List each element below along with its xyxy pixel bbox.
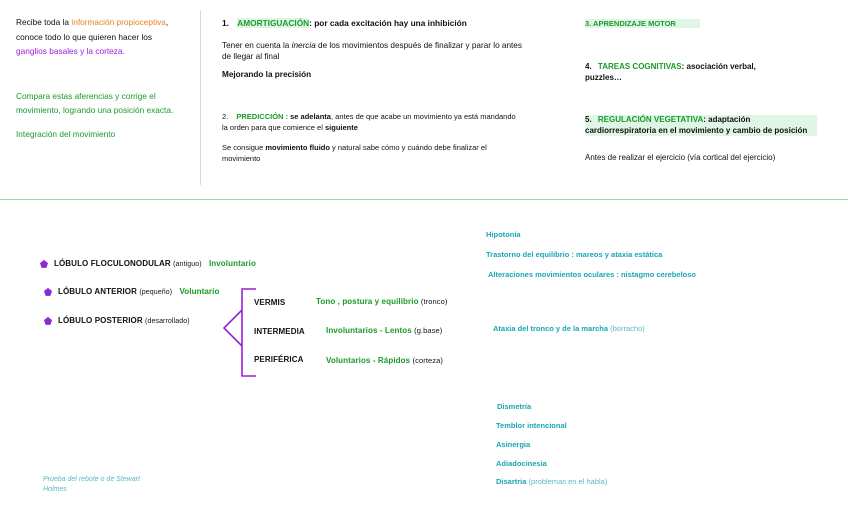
symptom-asinergia: Asinergia [496, 440, 531, 449]
item-tareas: 4. TAREAS COGNITIVAS: asociación verbal, puzzles… [585, 62, 756, 82]
symptom-adiadocinesia: Adiadocinesia [496, 459, 547, 468]
symptom-ataxia: Ataxia del tronco y de la marcha (borracho) [493, 324, 645, 333]
text-cortical: Antes de realizar el ejercicio (vía cortical del ejercicio) [585, 153, 776, 162]
symptom-temblor: Temblor intencional [496, 421, 567, 430]
branch-vermis: VERMIS [254, 298, 286, 307]
paragraph-afferents: Recibe toda la información propioceptiva, conoce todo lo que quieren hacer los ganglios basales y la corteza. [16, 17, 169, 56]
symptom-hipotonia: Hipotonía [486, 230, 521, 239]
symptom-equilibrio: Trastorno del equilibrio : mareos y ataxia estática [486, 250, 663, 259]
branch-vermis-desc: Tono , postura y equilibrio (tronco) [316, 297, 448, 306]
divider-vertical [200, 10, 201, 185]
item-aprendizaje: 3. APRENDIZAJE MOTOR [585, 19, 700, 28]
text-inertia: Tener en cuenta la inercia de los movimientos después de finalizar y parar lo antes de llegar al final [222, 41, 522, 61]
symptom-disartria: Disartria (problemas en el habla) [496, 477, 608, 486]
bullet-icon [44, 317, 52, 325]
item-amortiguacion: 1. AMORTIGUACIÓN: por cada excitación hay una inhibición [222, 18, 467, 28]
branch-intermedia: INTERMEDIA [254, 327, 305, 336]
footer-note: Prueba del rebote o de Stewart Holmes [43, 476, 140, 493]
paragraph-integration: Integración del movimiento [16, 128, 116, 139]
bullet-icon [40, 260, 48, 268]
lobe-anterior: LÓBULO ANTERIOR (pequeño) Voluntario [44, 287, 219, 296]
lobe-posterior: LÓBULO POSTERIOR (desarrollado) [44, 316, 190, 325]
symptom-dismetria: Dismetría [497, 402, 532, 411]
branch-bracket [218, 286, 258, 382]
text-fluid: Se consigue movimiento fluido y natural sabe cómo y cuándo debe finalizar el movimiento [222, 143, 487, 163]
top-left-block [16, 15, 181, 141]
symptom-oculares: Alteraciones movimientos oculares : nistagmo cerebeloso [488, 270, 696, 279]
branch-periferica-desc: Voluntarios - Rápidos (corteza) [326, 356, 444, 365]
lobe-floculonodular: LÓBULO FLOCULONODULAR (antiguo) Involuntario [40, 259, 256, 268]
item-regulacion: 5. REGULACIÓN VEGETATIVA: adaptación cardiorrespiratoria en el movimiento y cambio de posición [585, 115, 817, 136]
divider-horizontal [0, 199, 848, 200]
paragraph-compare: Compara estas aferencias y corrige el movimiento, logrando una posición exacta. [16, 90, 174, 115]
branch-periferica: PERIFÉRICA [254, 355, 304, 364]
branch-intermedia-desc: Involuntarios - Lentos (g.base) [326, 326, 443, 335]
item-prediccion: 2. PREDICCIÓN : se adelanta, antes de que acabe un movimiento ya está mandando la orden para que comience el siguiente [222, 112, 516, 132]
text-precision: Mejorando la precisión [222, 70, 312, 79]
bullet-icon [44, 288, 52, 296]
